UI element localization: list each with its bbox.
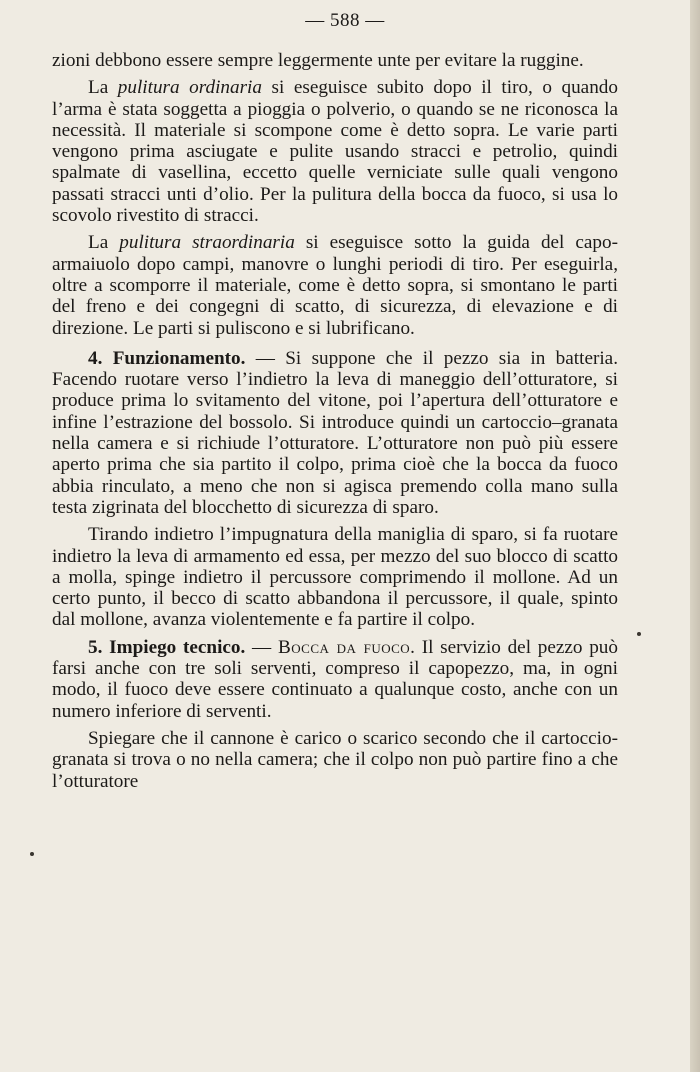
ink-speck	[637, 632, 641, 636]
paragraph-continuation: zioni debbono essere sempre leggermente unte per evitare la ruggine.	[52, 50, 584, 71]
paragraph-sparo: Tirando indietro l’impugnatura della maniglia di sparo, si fa ruotare indietro la leva di armamento ed essa, per mezzo del suo blocco di scatto a molla, spinge indietro il percussore comprimendo il mollone. Ad un certo punto, il becco di scatto abbandona il percussore, il quale, spinto dal mollone, avanza violentemente e fa partire il colpo.	[52, 524, 618, 631]
page-edge	[690, 0, 700, 1072]
paragraph-lead: La	[88, 77, 118, 99]
paragraph-text: si eseguisce subito dopo il tiro, o quando l’arma è stata soggetta a pioggia o polverio, o quando se ne riconosca la necessità. Il materiale si scompone come è detto sopra. Le varie parti vengono prima asciugate e pulite usando stracci e petrolio, quindi spalmate di vasellina, eccetto quelle verniciate sulle quali vengono passati stracci unti d’olio. Per la pulitura della bocca da fuoco, si usa lo scovolo rivestito di stracci.	[52, 77, 618, 227]
paragraph-carico-scarico: Spiegare che il cannone è carico o scarico secondo che il cartoccio-granata si trova o no nella camera; che il colpo non può partire fino a che l’otturatore	[52, 727, 618, 792]
term-pulitura-straordinaria: pulitura straordinaria	[119, 232, 295, 254]
section-impiego-tecnico	[52, 637, 618, 722]
ink-speck	[30, 852, 34, 856]
paragraph-text: . Il servizio del pezzo può farsi anche con tre soli serventi, compreso il capopezzo, ma, in ogni modo, il fuoco deve essere continuato a qualunque costo, anche con un numero inferiore di serventi.	[52, 636, 618, 722]
paragraph-text: si eseguisce sotto la guida del capo-armaiuolo dopo campi, manovre o lunghi periodi di tiro. Per eseguirla, oltre a scomporre il materiale, come è detto sopra, si smontano le parti del freno e dei congegni di scatto, di sicurezza, di elevazione e di direzione. Le parti si puliscono e si lubrificano.	[52, 232, 618, 339]
heading-dash: —	[245, 636, 278, 658]
section-heading-impiego-tecnico: 5. Impiego tecnico.	[88, 636, 246, 658]
term-pulitura-ordinaria: pulitura ordinaria	[117, 77, 262, 99]
paragraph-pulitura-ordinaria	[52, 77, 618, 226]
page-body	[52, 50, 618, 792]
section-heading-funzionamento: 4. Funzionamento.	[88, 347, 246, 369]
paragraph-lead: La	[88, 232, 120, 254]
paragraph-pulitura-straordinaria	[52, 232, 618, 338]
paragraph-text: — Si suppone che il pezzo sia in batteria. Facendo ruotare verso l’indietro la leva di maneggio dell’otturatore, si produce prima lo svitamento del vitone, poi l’apertura dell’otturatore e infine l’estrazione del bossolo. Si introduce quindi un cartoccio–granata nella camera e si richiude l’otturatore. L’otturatore non può più essere aperto prima che sia partito il colpo, prima cioè che la bocca da fuoco abbia rinculato, a meno che non si agisca premendo colla mano sulla testa zigrinata del blocchetto di sicurezza di sparo.	[52, 347, 618, 518]
page-number: — 588 —	[305, 10, 385, 31]
subheading-bocca-da-fuoco: Bocca da fuoco	[277, 636, 411, 658]
section-funzionamento	[52, 348, 618, 518]
